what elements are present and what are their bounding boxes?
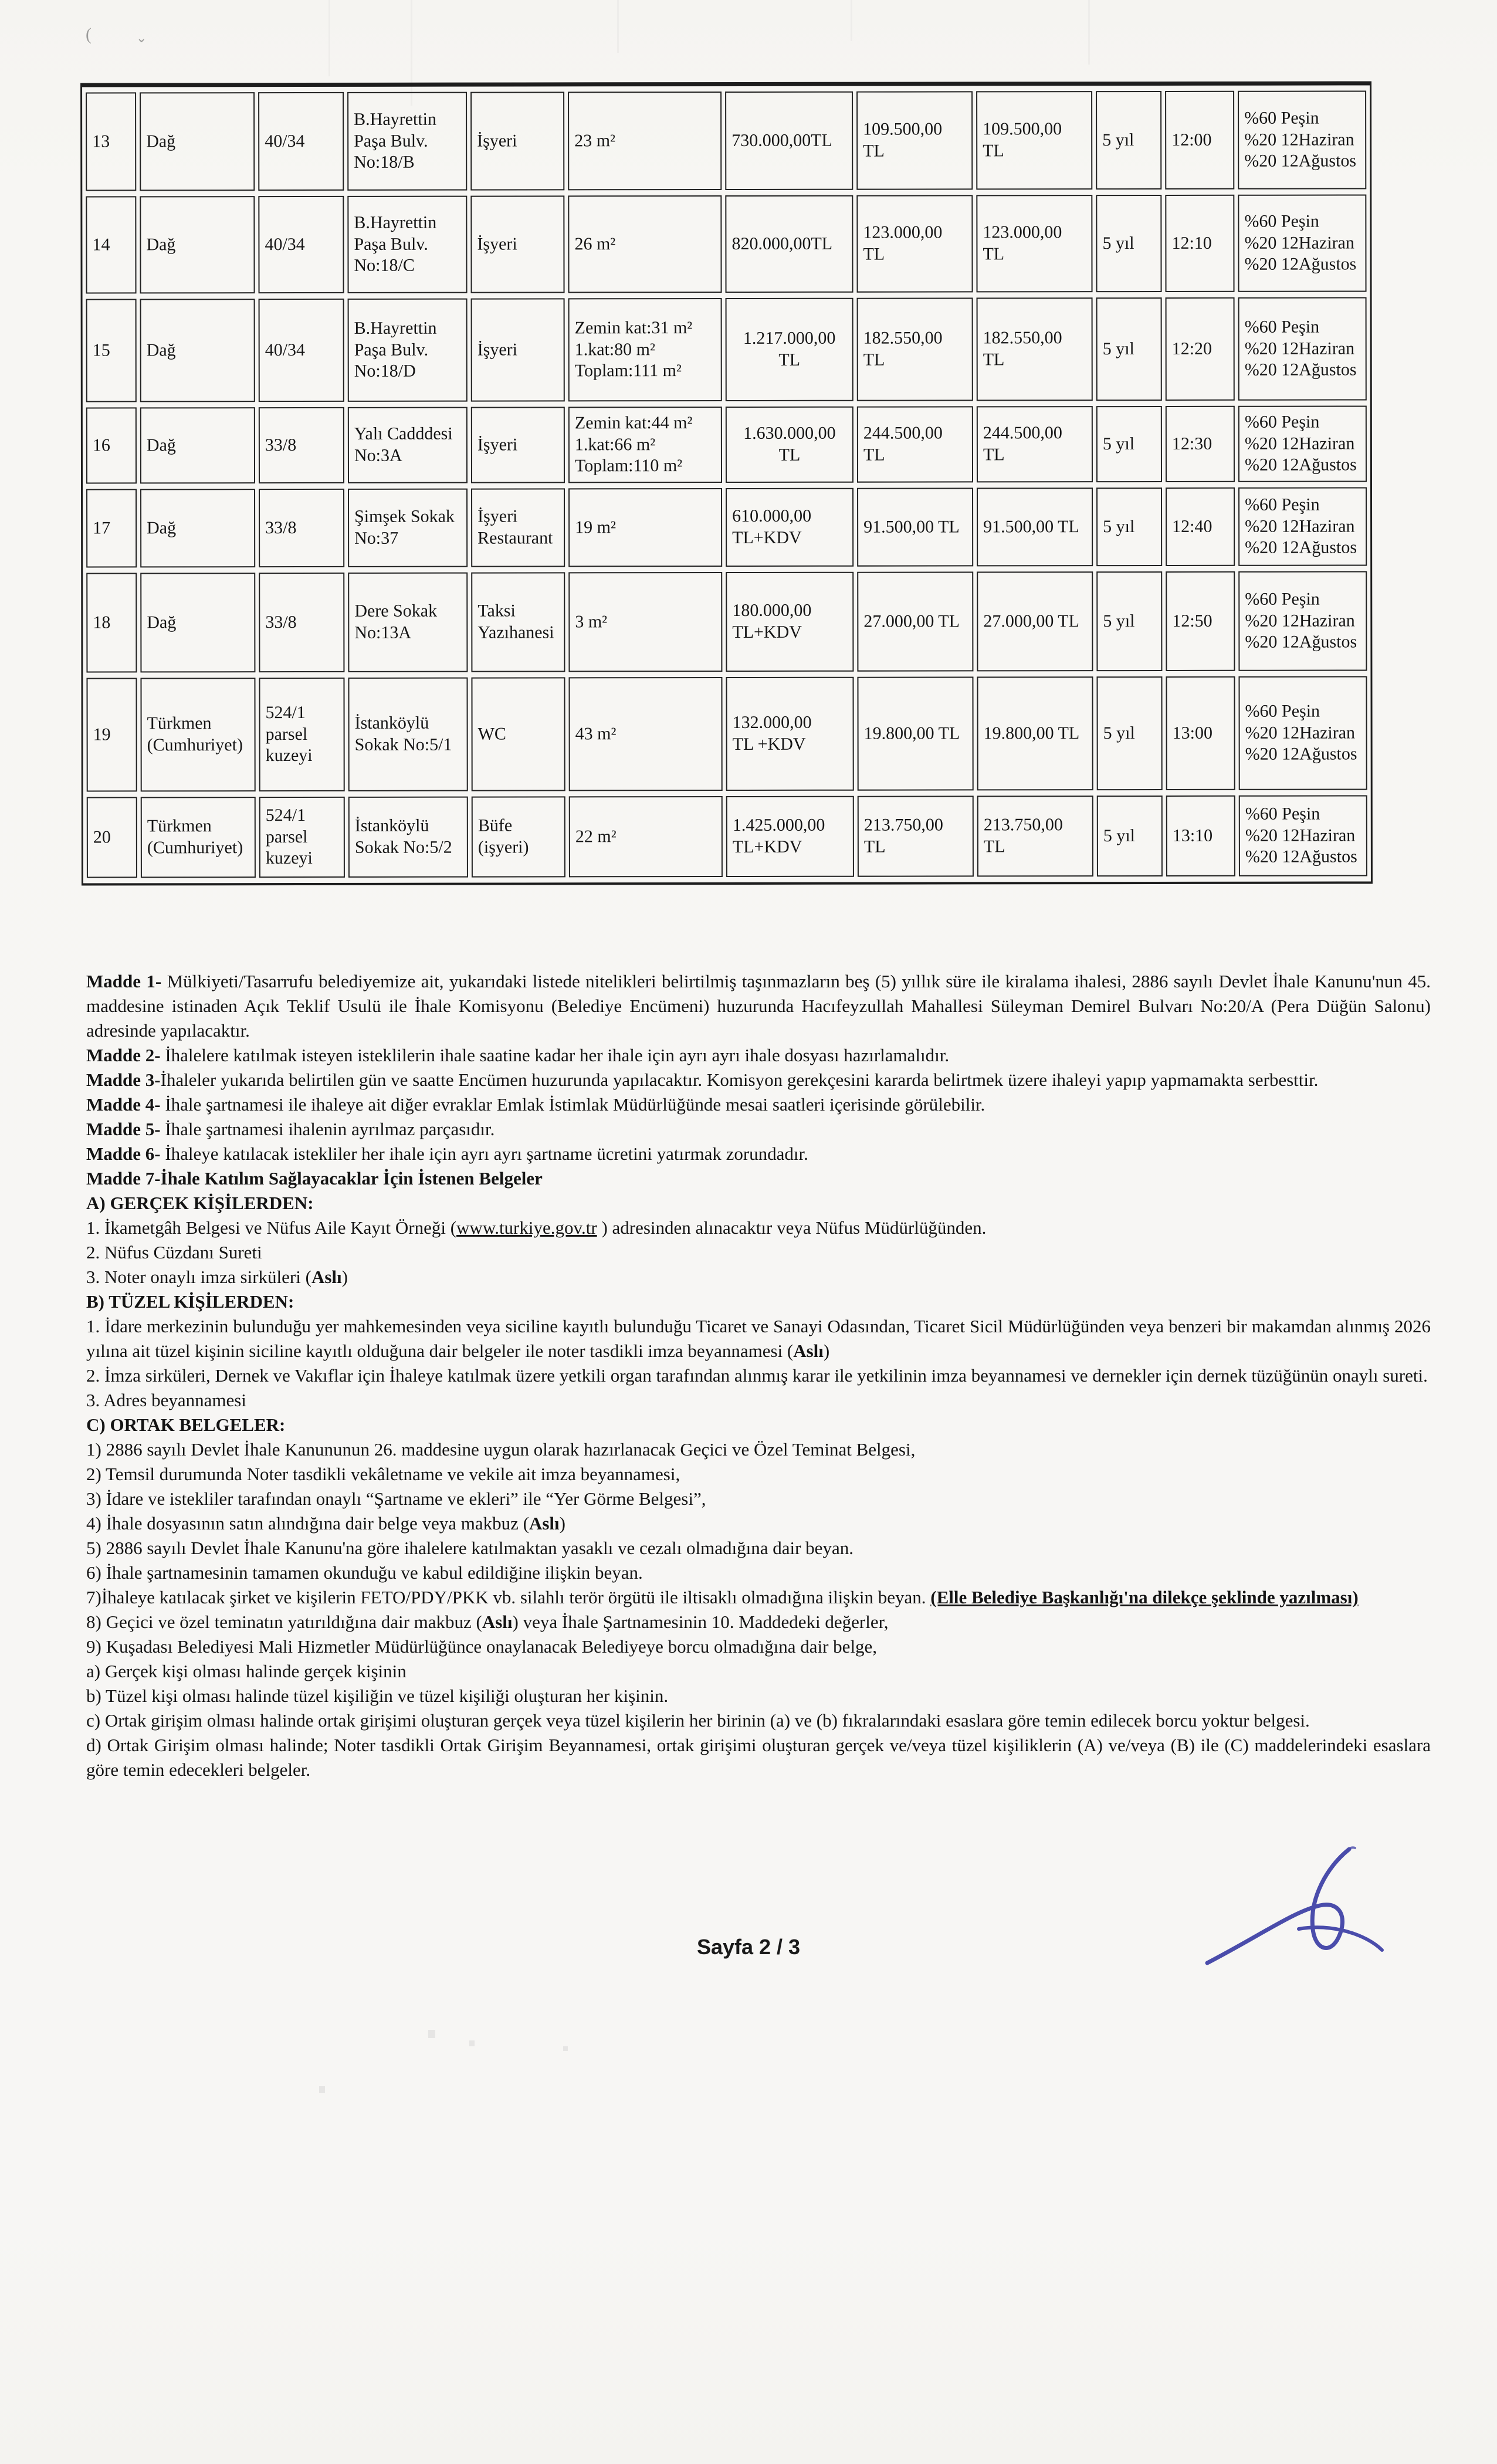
- lease-table: [80, 81, 1373, 885]
- cell-area: 22 m²: [569, 796, 723, 877]
- scan-speck: [563, 2046, 568, 2051]
- lease-table-wrap: [80, 81, 1373, 885]
- cell-address: İstanköylü Sokak No:5/2: [348, 797, 468, 878]
- article-paragraph: d) Ortak Girişim olması halinde; Noter tasdikli Ortak Girişim Beyannamesi, ortak girişimi oluşturan gerçek ve/veya tüzel kişiliklerin (A) ve/veya (B) ile (C) maddelerindeki esaslara göre temin edecekleri belgeler.: [86, 1735, 1431, 1780]
- web-link: www.turkiye.gov.tr: [456, 1217, 597, 1238]
- cell-term: 5 yıl: [1096, 195, 1161, 292]
- scan-streak: [851, 0, 852, 41]
- cell-address: B.Hayrettin Paşa Bulv. No:18/C: [347, 196, 467, 293]
- article-paragraph: Madde 3-İhaleler yukarıda belirtilen gün ve saatte Encümen huzurunda yapılacaktır. Komisyon gerekçesini kararda belirtmek üzere ihaleyi yapıp yapmamakta serbesttir.: [86, 1069, 1319, 1090]
- cell-no: 13: [86, 92, 136, 191]
- table-row: [86, 405, 1367, 483]
- cell-address: B.Hayrettin Paşa Bulv. No:18/B: [347, 92, 467, 191]
- cell-area: Zemin kat:31 m² 1.kat:80 m² Toplam:111 m²: [568, 298, 722, 401]
- cell-payment: %60 Peşin %20 12Haziran %20 12Ağustos: [1238, 571, 1367, 671]
- cell-payment: %60 Peşin %20 12Haziran %20 12Ağustos: [1238, 676, 1367, 790]
- article-paragraph: 1. İdare merkezinin bulunduğu yer mahkemesinden veya siciline kayıtlı bulunduğu Ticaret ve Sanayi Odasından, Ticaret Sicil Müdürlüğünden veya benzeri bir makamdan alınmış 2026 yılına ait tüzel kişinin siciline kayıtlı olduğuna dair belgeler ile noter tasdikli imza beyannamesi (Aslı): [86, 1316, 1431, 1361]
- cell-neighborhood: Türkmen (Cumhuriyet): [141, 797, 256, 878]
- cell-area: Zemin kat:44 m² 1.kat:66 m² Toplam:110 m²: [568, 407, 722, 483]
- article-paragraph: 3) İdare ve istekliler tarafından onaylı “Şartname ve ekleri” ile “Yer Görme Belgesi”,: [86, 1488, 706, 1509]
- article-paragraph: 2. İmza sirküleri, Dernek ve Vakıflar için İhaleye katılmak üzere yetkili organ tarafından alınmış karar ile yetkilinin imza beyannamesi ve dernekler için dernek tüzüğünün onaylı sureti.: [86, 1365, 1428, 1386]
- cell-deposit1: 109.500,00 TL: [856, 91, 973, 189]
- cell-deposit2: 19.800,00 TL: [977, 676, 1093, 790]
- cell-term: 5 yıl: [1096, 406, 1162, 482]
- scan-speck: [428, 2030, 435, 2038]
- cell-address: B.Hayrettin Paşa Bulv. No:18/D: [348, 299, 468, 402]
- cell-area: 19 m²: [568, 488, 722, 567]
- cell-no: 15: [86, 299, 137, 402]
- article-paragraph: Madde 6- İhaleye katılacak istekliler her ihale için ayrı ayrı şartname ücretini yatırmak zorundadır.: [86, 1143, 808, 1164]
- article-paragraph: Madde 7-İhale Katılım Sağlayacaklar İçin İstenen Belgeler: [86, 1168, 543, 1189]
- cell-time: 12:10: [1165, 195, 1234, 292]
- table-row: [86, 297, 1367, 402]
- scan-speck: [469, 2040, 475, 2046]
- article-paragraph: 4) İhale dosyasının satın alındığına dair belge veya makbuz (Aslı): [86, 1513, 565, 1534]
- cell-term: 5 yıl: [1096, 297, 1162, 401]
- cell-deposit1: 19.800,00 TL: [857, 676, 973, 790]
- cell-area: 43 m²: [568, 677, 722, 791]
- cell-no: 19: [86, 678, 137, 791]
- cell-term: 5 yıl: [1096, 488, 1162, 566]
- article-paragraph: 7)İhaleye katılacak şirket ve kişilerin FETO/PDY/PKK vb. silahlı terör örgütü ile iltisaklı olmadığına ilişkin beyan. (Elle Belediye Başkanlığı'na dilekçe şeklinde yazılması): [86, 1587, 1359, 1607]
- scan-streak: [1088, 0, 1090, 65]
- cell-payment: %60 Peşin %20 12Haziran %20 12Ağustos: [1238, 194, 1366, 292]
- article-paragraph: Madde 2- İhalelere katılmak isteyen isteklilerin ihale saatine kadar her ihale için ayrı ayrı ihale dosyası hazırlamalıdır.: [86, 1045, 950, 1065]
- cell-address: Şimşek Sokak No:37: [348, 489, 468, 567]
- cell-no: 16: [86, 407, 137, 483]
- scan-streak: [617, 0, 619, 53]
- cell-no: 20: [87, 797, 137, 878]
- scan-speck: [319, 2086, 325, 2093]
- signature: [1173, 1842, 1396, 1983]
- cell-type: WC: [471, 677, 565, 791]
- cell-area: 26 m²: [568, 195, 722, 293]
- page-number: Sayfa 2 / 3: [696, 1935, 801, 1959]
- articles: [86, 969, 1431, 1782]
- cell-neighborhood: Dağ: [140, 407, 255, 483]
- cell-type: Büfe (işyeri): [472, 796, 565, 877]
- article-paragraph: A) GERÇEK KİŞİLERDEN:: [86, 1193, 314, 1213]
- table-row: [86, 676, 1367, 791]
- cell-block_parcel: 40/34: [259, 299, 344, 402]
- cell-value: 610.000,00 TL+KDV: [726, 488, 854, 567]
- article-paragraph: 1) 2886 sayılı Devlet İhale Kanununun 26. maddesine uygun olarak hazırlanacak Geçici ve Özel Teminat Belgesi,: [86, 1439, 916, 1460]
- table-row: [86, 194, 1366, 293]
- cell-deposit2: 182.550,00 TL: [977, 297, 1093, 401]
- cell-no: 18: [86, 573, 137, 672]
- cell-deposit1: 27.000,00 TL: [857, 571, 973, 671]
- cell-block_parcel: 524/1 parsel kuzeyi: [259, 797, 345, 878]
- cell-address: İstanköylü Sokak No:5/1: [348, 678, 468, 791]
- cell-type: İşyeri: [470, 92, 564, 190]
- cell-payment: %60 Peşin %20 12Haziran %20 12Ağustos: [1238, 405, 1367, 482]
- cell-deposit2: 213.750,00 TL: [977, 796, 1093, 876]
- cell-value: 820.000,00TL: [725, 195, 853, 293]
- cell-neighborhood: Dağ: [140, 196, 255, 293]
- cell-time: 12:50: [1166, 571, 1235, 671]
- cell-deposit2: 109.500,00 TL: [976, 91, 1092, 189]
- article-paragraph: 2. Nüfus Cüzdanı Sureti: [86, 1242, 262, 1263]
- cell-deposit1: 91.500,00 TL: [857, 488, 973, 566]
- cell-neighborhood: Dağ: [140, 92, 255, 191]
- cell-deposit2: 91.500,00 TL: [977, 488, 1093, 566]
- cell-deposit1: 213.750,00 TL: [858, 796, 974, 876]
- cell-payment: %60 Peşin %20 12Haziran %20 12Ağustos: [1238, 90, 1366, 189]
- cell-type: Taksi Yazıhanesi: [471, 572, 565, 672]
- article-paragraph: 9) Kuşadası Belediyesi Mali Hizmetler Müdürlüğünce onaylanacak Belediyeye borcu olmadığına dair belge,: [86, 1636, 878, 1657]
- cell-time: 13:00: [1166, 676, 1235, 790]
- cell-deposit1: 244.500,00 TL: [857, 406, 973, 482]
- table-row: [86, 90, 1366, 191]
- lease-table-body: [86, 90, 1367, 878]
- article-paragraph: c) Ortak girişim olması halinde ortak girişimi oluşturan gerçek veya tüzel kişilerin her birinin (a) ve (b) fıkralarındaki esaslara göre temin edilecek borcu yoktur belgesi.: [86, 1710, 1310, 1731]
- cell-neighborhood: Dağ: [140, 489, 255, 567]
- cell-term: 5 yıl: [1096, 676, 1162, 790]
- cell-address: Dere Sokak No:13A: [348, 573, 468, 672]
- article-paragraph: 3. Adres beyannamesi: [86, 1390, 246, 1410]
- article-paragraph: Madde 1- Mülkiyeti/Tasarrufu belediyemize ait, yukarıdaki listede nitelikleri belirtilmiş taşınmazların beş (5) yıllık süre ile kiralama ihalesi, 2886 sayılı Devlet İhale Kanunu'nun 45. maddesine istinaden Açık Teklif Usulü ile İhale Komisyonu (Belediye Encümeni) huzurunda Hacıfeyzullah Mahallesi Süleyman Demirel Bulvarı No:20/A (Pera Düğün Salonu) adresinde yapılacaktır.: [86, 971, 1431, 1041]
- article-paragraph: C) ORTAK BELGELER:: [86, 1414, 286, 1435]
- article-paragraph: 2) Temsil durumunda Noter tasdikli vekâletname ve vekile ait imza beyannamesi,: [86, 1464, 680, 1484]
- article-paragraph: B) TÜZEL KİŞİLERDEN:: [86, 1291, 294, 1312]
- article-paragraph: a) Gerçek kişi olması halinde gerçek kişinin: [86, 1661, 407, 1681]
- article-paragraph: Madde 4- İhale şartnamesi ile ihaleye ait diğer evraklar Emlak İstimlak Müdürlüğünde mesai saatleri içerisinde görülebilir.: [86, 1094, 985, 1115]
- cell-area: 23 m²: [568, 92, 722, 190]
- article-paragraph: 1. İkametgâh Belgesi ve Nüfus Aile Kayıt Örneği (www.turkiye.gov.tr ) adresinden alınacaktır veya Nüfus Müdürlüğünden.: [86, 1217, 987, 1238]
- cell-term: 5 yıl: [1096, 91, 1161, 189]
- cell-deposit2: 123.000,00 TL: [976, 195, 1092, 292]
- stray-mark: (: [86, 25, 92, 44]
- cell-deposit2: 244.500,00 TL: [977, 406, 1093, 482]
- cell-value: 1.425.000,00 TL+KDV: [726, 796, 854, 877]
- cell-type: İşyeri: [471, 298, 565, 401]
- cell-block_parcel: 40/34: [258, 196, 344, 293]
- cell-neighborhood: Türkmen (Cumhuriyet): [140, 678, 255, 791]
- cell-term: 5 yıl: [1097, 796, 1163, 876]
- cell-block_parcel: 33/8: [259, 573, 344, 672]
- cell-value: 132.000,00 TL +KDV: [726, 677, 854, 791]
- table-row: [86, 487, 1367, 567]
- cell-time: 12:30: [1166, 406, 1235, 482]
- cell-time: 12:20: [1166, 297, 1235, 401]
- cell-time: 13:10: [1166, 796, 1235, 876]
- cell-type: İşyeri Restaurant: [471, 488, 565, 567]
- cell-time: 12:40: [1166, 488, 1235, 566]
- cell-value: 1.217.000,00 TL: [726, 298, 854, 401]
- article-paragraph: b) Tüzel kişi olması halinde tüzel kişiliğin ve tüzel kişiliği oluşturan her kişinin.: [86, 1685, 669, 1706]
- cell-address: Yalı Cadddesi No:3A: [348, 407, 468, 483]
- cell-time: 12:00: [1165, 91, 1234, 189]
- cell-value: 180.000,00 TL+KDV: [726, 572, 854, 672]
- scan-streak: [328, 0, 330, 76]
- cell-payment: %60 Peşin %20 12Haziran %20 12Ağustos: [1238, 297, 1367, 400]
- cell-neighborhood: Dağ: [140, 299, 255, 402]
- article-paragraph: 5) 2886 sayılı Devlet İhale Kanunu'na göre ihalelere katılmaktan yasaklı ve cezalı olmadığına dair beyan.: [86, 1538, 854, 1558]
- cell-type: İşyeri: [470, 195, 564, 293]
- cell-no: 17: [86, 489, 137, 567]
- cell-block_parcel: 524/1 parsel kuzeyi: [259, 678, 344, 791]
- cell-deposit1: 182.550,00 TL: [857, 297, 973, 401]
- article-paragraph: 8) Geçici ve özel teminatın yatırıldığına dair makbuz (Aslı) veya İhale Şartnamesinin 10. Maddedeki değerler,: [86, 1612, 889, 1632]
- article-paragraph: Madde 5- İhale şartnamesi ihalenin ayrılmaz parçasıdır.: [86, 1119, 495, 1139]
- cell-block_parcel: 33/8: [259, 489, 344, 567]
- cell-value: 730.000,00TL: [725, 92, 853, 190]
- cell-area: 3 m²: [568, 572, 722, 672]
- stray-mark: ⌄: [136, 31, 147, 45]
- cell-payment: %60 Peşin %20 12Haziran %20 12Ağustos: [1239, 795, 1367, 876]
- cell-type: İşyeri: [471, 407, 565, 483]
- cell-no: 14: [86, 196, 136, 293]
- article-paragraph: 3. Noter onaylı imza sirküleri (Aslı): [86, 1267, 348, 1287]
- table-row: [87, 795, 1367, 878]
- cell-payment: %60 Peşin %20 12Haziran %20 12Ağustos: [1238, 487, 1367, 566]
- cell-block_parcel: 40/34: [258, 92, 344, 191]
- cell-block_parcel: 33/8: [259, 407, 344, 483]
- cell-value: 1.630.000,00 TL: [726, 407, 854, 483]
- cell-term: 5 yıl: [1096, 571, 1162, 671]
- cell-deposit2: 27.000,00 TL: [977, 571, 1093, 671]
- cell-neighborhood: Dağ: [140, 573, 255, 672]
- table-row: [86, 571, 1367, 672]
- cell-deposit1: 123.000,00 TL: [856, 195, 973, 292]
- article-paragraph: 6) İhale şartnamesinin tamamen okunduğu ve kabul edildiğine ilişkin beyan.: [86, 1562, 643, 1583]
